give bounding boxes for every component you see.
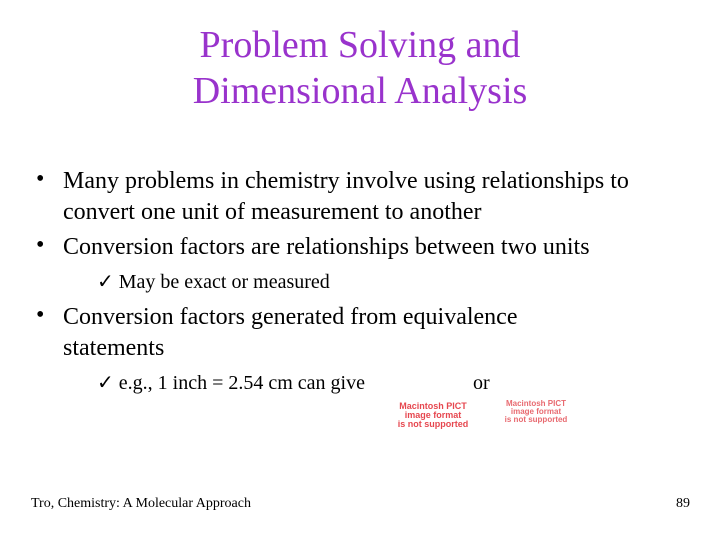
slide-title-line-1: Problem Solving and (199, 24, 521, 66)
pict-placeholder-line: image format (510, 407, 562, 416)
bullet-dot-icon: • (36, 166, 45, 192)
pict-placeholder-line: is not supported (397, 419, 469, 429)
bullet-2-text: Conversion factors are relationships between two units (63, 234, 590, 260)
slide-title (0, 22, 720, 114)
slide-title-line-2: Dimensional Analysis (192, 70, 528, 112)
pict-placeholder-line: image format (404, 410, 462, 420)
sub-bullet-1-text: May be exact or measured (118, 271, 330, 293)
bullet-3 (36, 302, 596, 364)
checkmark-icon: ✓ (97, 271, 114, 293)
checkmark-icon: ✓ (97, 372, 114, 394)
bullet-3-text: Conversion factors generated from equivalence statements (63, 304, 518, 361)
sub-bullet-2 (97, 371, 365, 395)
footer-source: Tro, Chemistry: A Molecular Approach (31, 496, 251, 511)
bullet-dot-icon: • (36, 232, 45, 258)
bullet-1 (36, 166, 706, 228)
pict-placeholder-line: Macintosh PICT (399, 401, 467, 411)
pict-placeholder-line: Macintosh PICT (505, 399, 566, 408)
bullet-1-text: Many problems in chemistry involve using relationships to convert one unit of measurement to another (63, 168, 629, 225)
pict-placeholder-line: is not supported (504, 415, 568, 424)
bullet-dot-icon: • (36, 302, 45, 328)
bullet-2 (36, 232, 706, 263)
pict-placeholder-1 (394, 402, 472, 429)
or-text: or (473, 372, 490, 394)
sub-bullet-2-text: e.g., 1 inch = 2.54 cm can give (118, 372, 365, 394)
pict-placeholder-2 (500, 400, 572, 424)
page-number: 89 (676, 496, 690, 511)
sub-bullet-1 (97, 270, 330, 294)
